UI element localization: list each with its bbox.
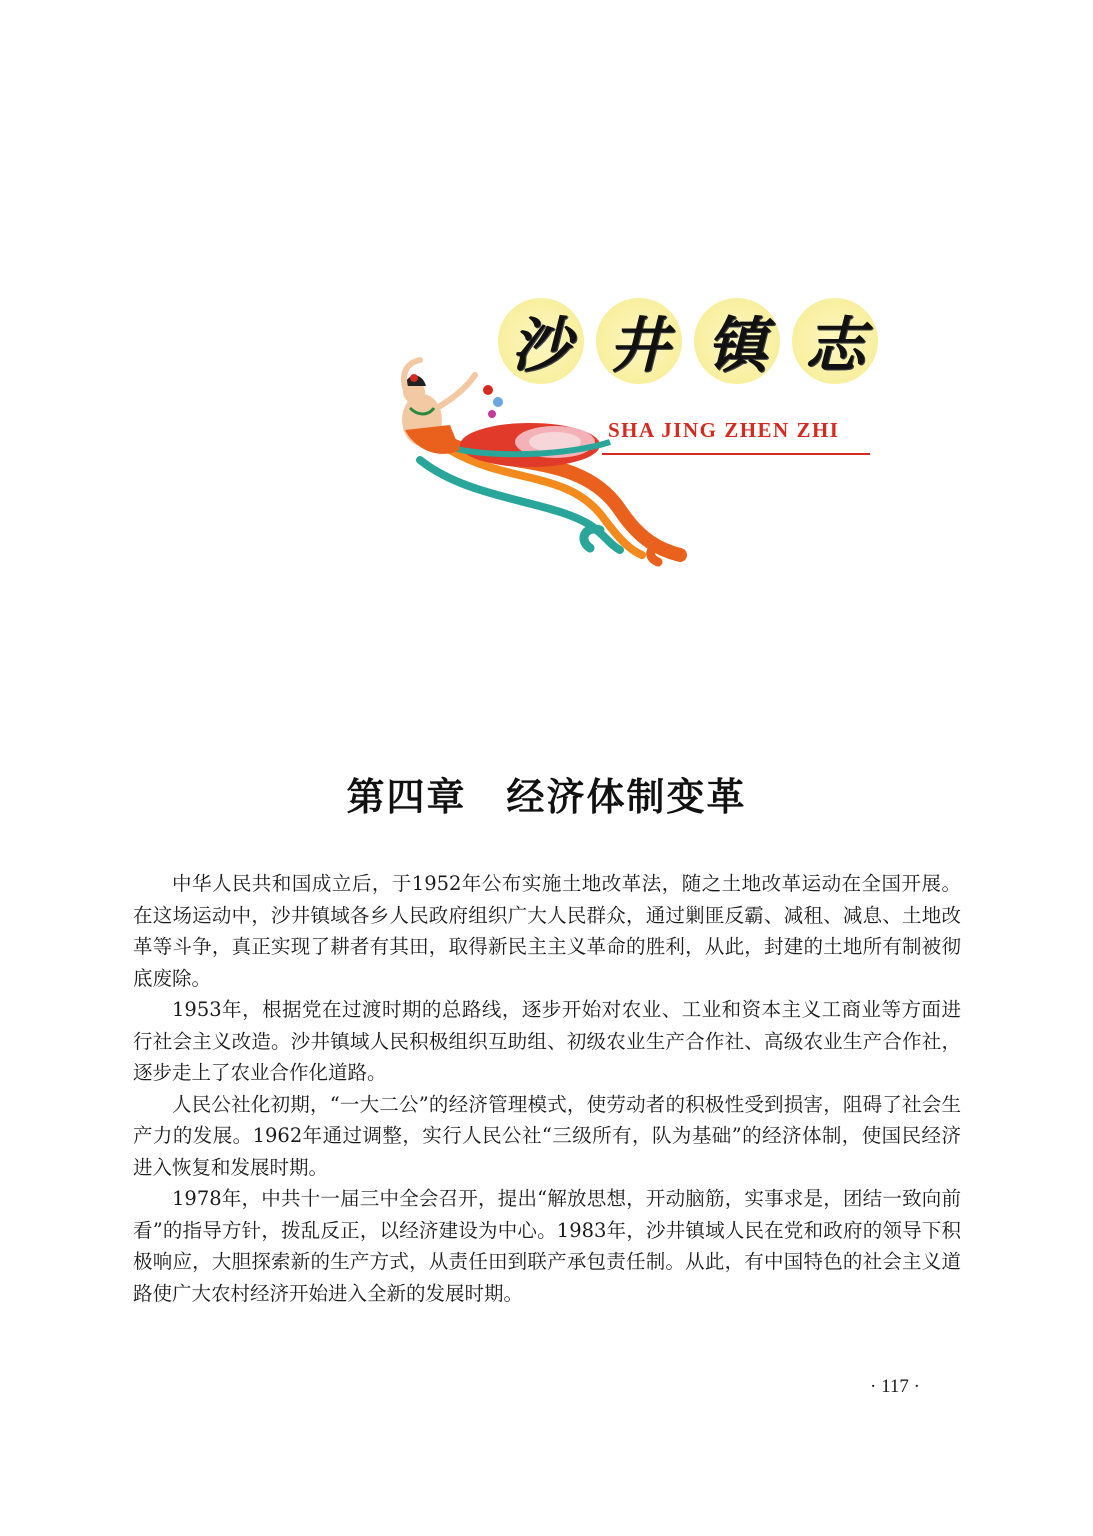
paragraph: 1953年，根据党在过渡时期的总路线，逐步开始对农业、工业和资本主义工商业等方面进行社会主义改造。沙井镇域人民积极组织互助组、初级农业生产合作社、高级农业生产合作社，逐步走上了农业合作化道路。 xyxy=(133,998,961,1084)
paragraph: 中华人民共和国成立后，于1952年公布实施土地改革法，随之土地改革运动在全国开展。在这场运动中，沙井镇域各乡人民政府组织广大人民群众，通过剿匪反霸、减租、减息、土地改革等斗争，真正实现了耕者有其田，取得新民主主义革命的胜利，从此，封建的土地所有制被彻底废除。 xyxy=(133,872,961,990)
title-char: 志 xyxy=(792,298,878,384)
book-title xyxy=(498,298,878,384)
chapter-title: 第四章 经济体制变革 xyxy=(346,775,747,819)
title-char: 镇 xyxy=(694,298,780,384)
book-title-pinyin: SHA JING ZHEN ZHI xyxy=(608,418,840,442)
paragraph: 人民公社化初期，“一大二公”的经济管理模式，使劳动者的积极性受到损害，阻碍了社会生产力的发展。1962年通过调整，实行人民公社“三级所有，队为基础”的经济体制，使国民经济进入恢复和发展时期。 xyxy=(133,1092,961,1179)
page-number: · 117 · xyxy=(870,1376,920,1397)
title-char: 沙 xyxy=(498,298,584,384)
paragraph: 1978年，中共十一届三中全会召开，提出“解放思想，开动脑筋，实事求是，团结一致向前看”的指导方针，拨乱反正，以经济建设为中心。1983年，沙井镇域人民在党和政府的领导下积极响应，大胆探索新的生产方式，从责任田到联产承包责任制。从此，有中国特色的社会主义道路使广大农村经济开始进入全新的发展时期。 xyxy=(133,1187,961,1305)
title-underline xyxy=(602,453,870,455)
title-char: 井 xyxy=(596,298,682,384)
header-banner xyxy=(380,290,880,570)
chapter-intro-text xyxy=(133,868,961,1309)
